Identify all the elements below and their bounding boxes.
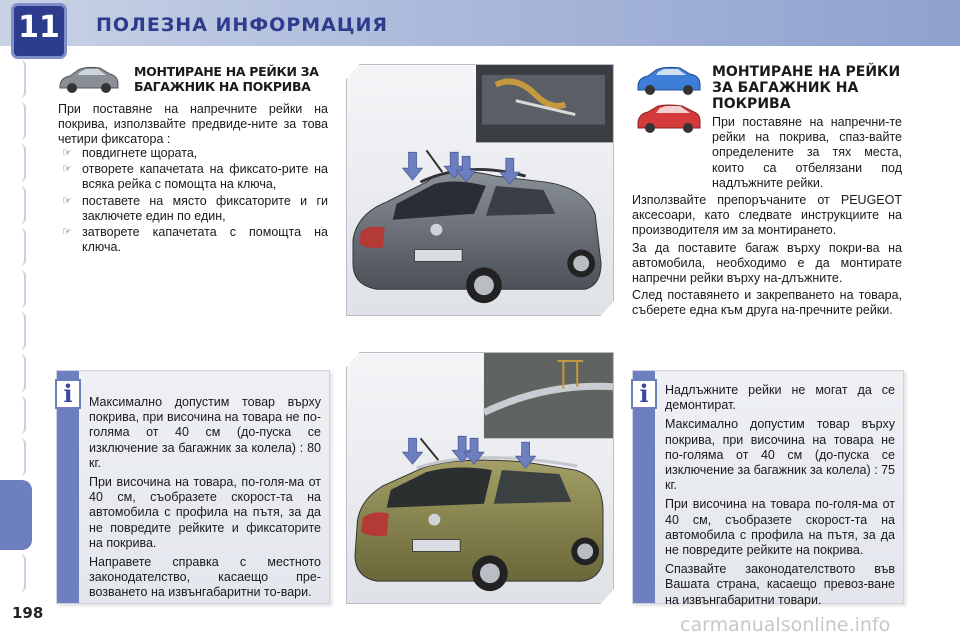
pointer-icon: ☞: [62, 163, 72, 176]
installation-steps: [58, 146, 328, 256]
info-content: [665, 383, 895, 612]
info-paragraph: Надлъжните рейки не могат да се демонтират.: [665, 383, 895, 413]
step-text: затворете капачетата с помощта на ключа.: [82, 225, 328, 255]
rail-tab[interactable]: [8, 60, 26, 98]
left-intro-text: При поставяне на напречните рейки на покрива, използвайте предвиде-ните за това четири фиксатора :: [58, 102, 328, 147]
rail-tab[interactable]: [8, 554, 26, 592]
page-title: ПОЛЕЗНА ИНФОРМАЦИЯ: [96, 14, 389, 36]
rail-tab[interactable]: [8, 186, 26, 224]
pointer-icon: ☞: [62, 147, 72, 159]
info-paragraph: Направете справка с местното законодателство, касаещо пре-возването на извънгабаритни то-вари.: [89, 555, 321, 600]
right-paragraph: Използвайте препоръчаните от PEUGEOT аксесоари, като следвате инструкциите на производителя им за монтирането.: [632, 193, 902, 238]
step-text: повдигнете щората,: [82, 146, 198, 160]
rail-tab[interactable]: [8, 354, 26, 392]
info-paragraph: Максимално допустим товар върху покрива, при височина на товара не по-голяма от 40 см (до-пуска се изключение за багажник за колела) : 75 кг.: [665, 417, 895, 493]
rail-tab[interactable]: [8, 396, 26, 434]
right-info-box: [632, 370, 904, 607]
list-item: [58, 162, 328, 192]
rail-tab[interactable]: [8, 438, 26, 476]
step-text: поставете на място фиксаторите и ги заключете един по един,: [82, 193, 328, 223]
list-item: [58, 194, 328, 224]
list-item: [58, 225, 328, 255]
rail-tab[interactable]: [8, 312, 26, 350]
pointer-icon: ☞: [62, 194, 72, 207]
list-item: [58, 146, 328, 161]
info-icon: i: [55, 379, 81, 409]
rail-tab-active[interactable]: [0, 480, 32, 550]
right-paragraph: След поставянето и закрепването на товара, съберете една към друга на-пречните рейки.: [632, 288, 902, 318]
rail-tab[interactable]: [8, 228, 26, 266]
info-paragraph: Спазвайте законодателството във Вашата страна, касаещо превоз-ване на извънгабаритни товари.: [665, 562, 895, 607]
right-paragraph: За да поставите багаж върху покри-ва на автомобила, необходимо е да монтирате напречни рейки върху на-длъжните.: [632, 240, 902, 286]
chapter-rail: [0, 60, 30, 580]
info-icon: i: [631, 379, 657, 409]
right-section-heading: МОНТИРАНЕ НА РЕЙКИ ЗА БАГАЖНИК НА ПОКРИВА: [712, 64, 901, 112]
page-number: 198: [12, 604, 44, 622]
rail-tab[interactable]: [8, 144, 26, 182]
left-section-heading: МОНТИРАНЕ НА РЕЙКИ ЗА БАГАЖНИК НА ПОКРИВА: [134, 64, 319, 94]
info-content: [89, 395, 321, 605]
estate-roof-photo: [346, 352, 614, 604]
pointer-icon: ☞: [62, 226, 72, 239]
rail-tab[interactable]: [8, 102, 26, 140]
blue-car-icon: [634, 64, 704, 98]
chapter-number: 11: [18, 10, 60, 45]
info-paragraph: Максимално допустим товар върху покрива, при височина на товара не по-голяма от 40 см (до-пуска се изключение за багажник за колела) : 80 кг.: [89, 395, 321, 470]
info-paragraph: При височина на товара по-голя-ма от 40 см, съобразете скорост-та на автомобила с профила на пътя, за да не повредите рейките на покрива.: [665, 497, 895, 558]
gray-car-icon: [56, 64, 122, 96]
left-info-box: [56, 370, 330, 604]
hatchback-roof-photo: [346, 64, 614, 316]
info-paragraph: При височина на товара, по-голя-ма от 40 см, съобразете скорост-та на автомобила с профила на пътя, за да не повредите рейките и фиксаторите на покрива.: [89, 475, 321, 550]
watermark: carmanualsonline.info: [680, 614, 891, 636]
right-paragraph: При поставяне на напречни-те рейки на покрива, спаз-вайте определените за тях места, които са отбелязани под надлъжните рейки.: [712, 115, 902, 190]
step-text: отворете капачетата на фиксато-рите на всяка рейка с помощта на ключа,: [82, 162, 328, 192]
rail-tab[interactable]: [8, 270, 26, 308]
right-section-text: [632, 115, 902, 321]
